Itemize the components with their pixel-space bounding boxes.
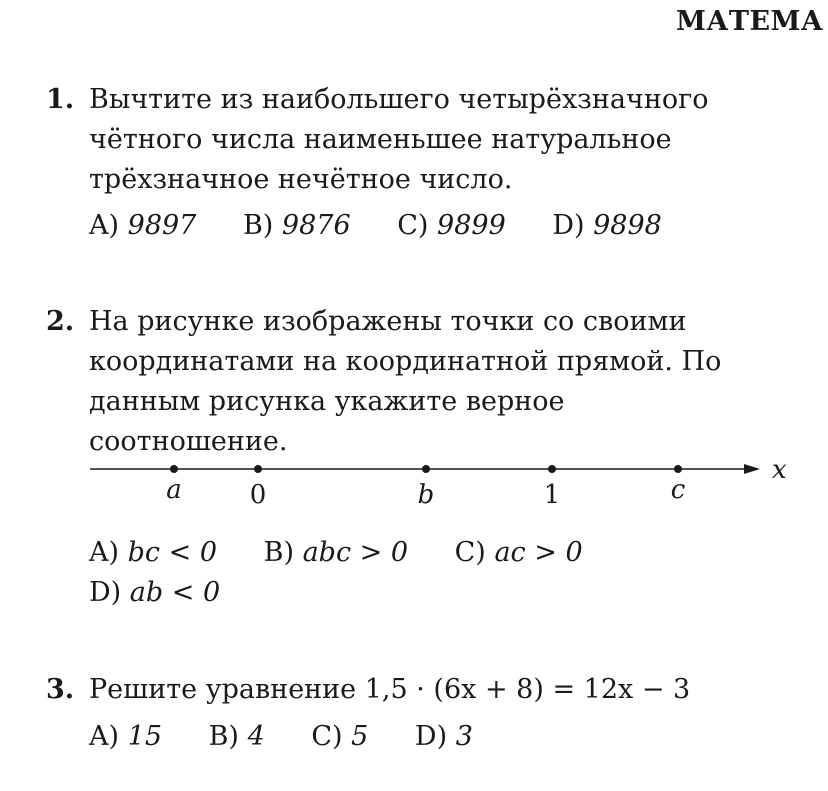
problem-number: 2. [46,306,75,337]
option-value: 9899 [437,210,506,241]
option-value: 9897 [127,210,197,241]
option-value: 9898 [593,210,662,241]
text-line: Решите уравнение 1,5 · (6x + 8) = 12x − 3 [89,674,691,705]
option-c[interactable] [455,533,583,573]
answer-options [89,533,621,613]
text-line: чётного числа наименьшее натуральное [89,124,672,155]
option-b[interactable] [264,533,408,573]
point-zero-label: 0 [249,480,267,510]
option-a[interactable] [89,717,162,757]
axis-label: x [772,455,787,485]
option-letter: B) [208,721,239,752]
option-value: 9876 [281,210,351,241]
option-value: 3 [455,721,473,752]
option-c[interactable] [311,717,368,757]
option-letter: C) [397,210,429,241]
problem-number: 1. [46,84,75,115]
point-one-label: 1 [543,480,561,510]
option-letter: D) [414,721,448,752]
option-letter: C) [311,721,343,752]
page-header: МАТЕМА [676,6,824,37]
text-line: На рисунке изображены точки со своими [89,306,687,337]
option-letter: B) [242,210,274,241]
problem-text [89,670,789,710]
option-letter: D) [552,210,585,241]
text-line: трёхзначное нечётное число. [89,164,513,195]
option-value: ab < 0 [129,577,221,608]
option-d[interactable] [415,717,473,757]
text-line: Вычтите из наибольшего четырёхзначного [89,84,709,115]
option-letter: B) [263,537,294,568]
point-a-dot [170,465,178,473]
option-letter: A) [89,210,120,241]
text-line: соотношение. [89,426,288,457]
problem-number: 3. [46,674,75,705]
text-line: координатами на координатной прямой. По [89,346,722,377]
option-value: bc < 0 [127,537,218,568]
option-value: ac > 0 [494,537,583,568]
point-c-dot [674,465,682,473]
option-d[interactable] [89,573,220,613]
axis-arrow-icon [744,464,760,474]
option-letter: D) [89,577,122,608]
option-value: 5 [351,721,369,752]
point-one-dot [548,465,556,473]
option-value: 4 [247,721,265,752]
point-a-label: a [166,475,182,505]
option-letter: A) [89,721,120,752]
point-b-dot [422,465,430,473]
option-b[interactable] [209,717,265,757]
point-c-label: c [670,475,686,505]
option-a[interactable] [89,533,217,573]
option-letter: A) [89,537,120,568]
text-line: данным рисунка укажите верное [89,386,565,417]
answer-options [89,717,511,757]
option-value: abc > 0 [302,537,409,568]
point-b-label: b [417,480,435,510]
option-letter: C) [454,537,486,568]
option-value: 15 [127,721,162,752]
point-zero-dot [254,465,262,473]
